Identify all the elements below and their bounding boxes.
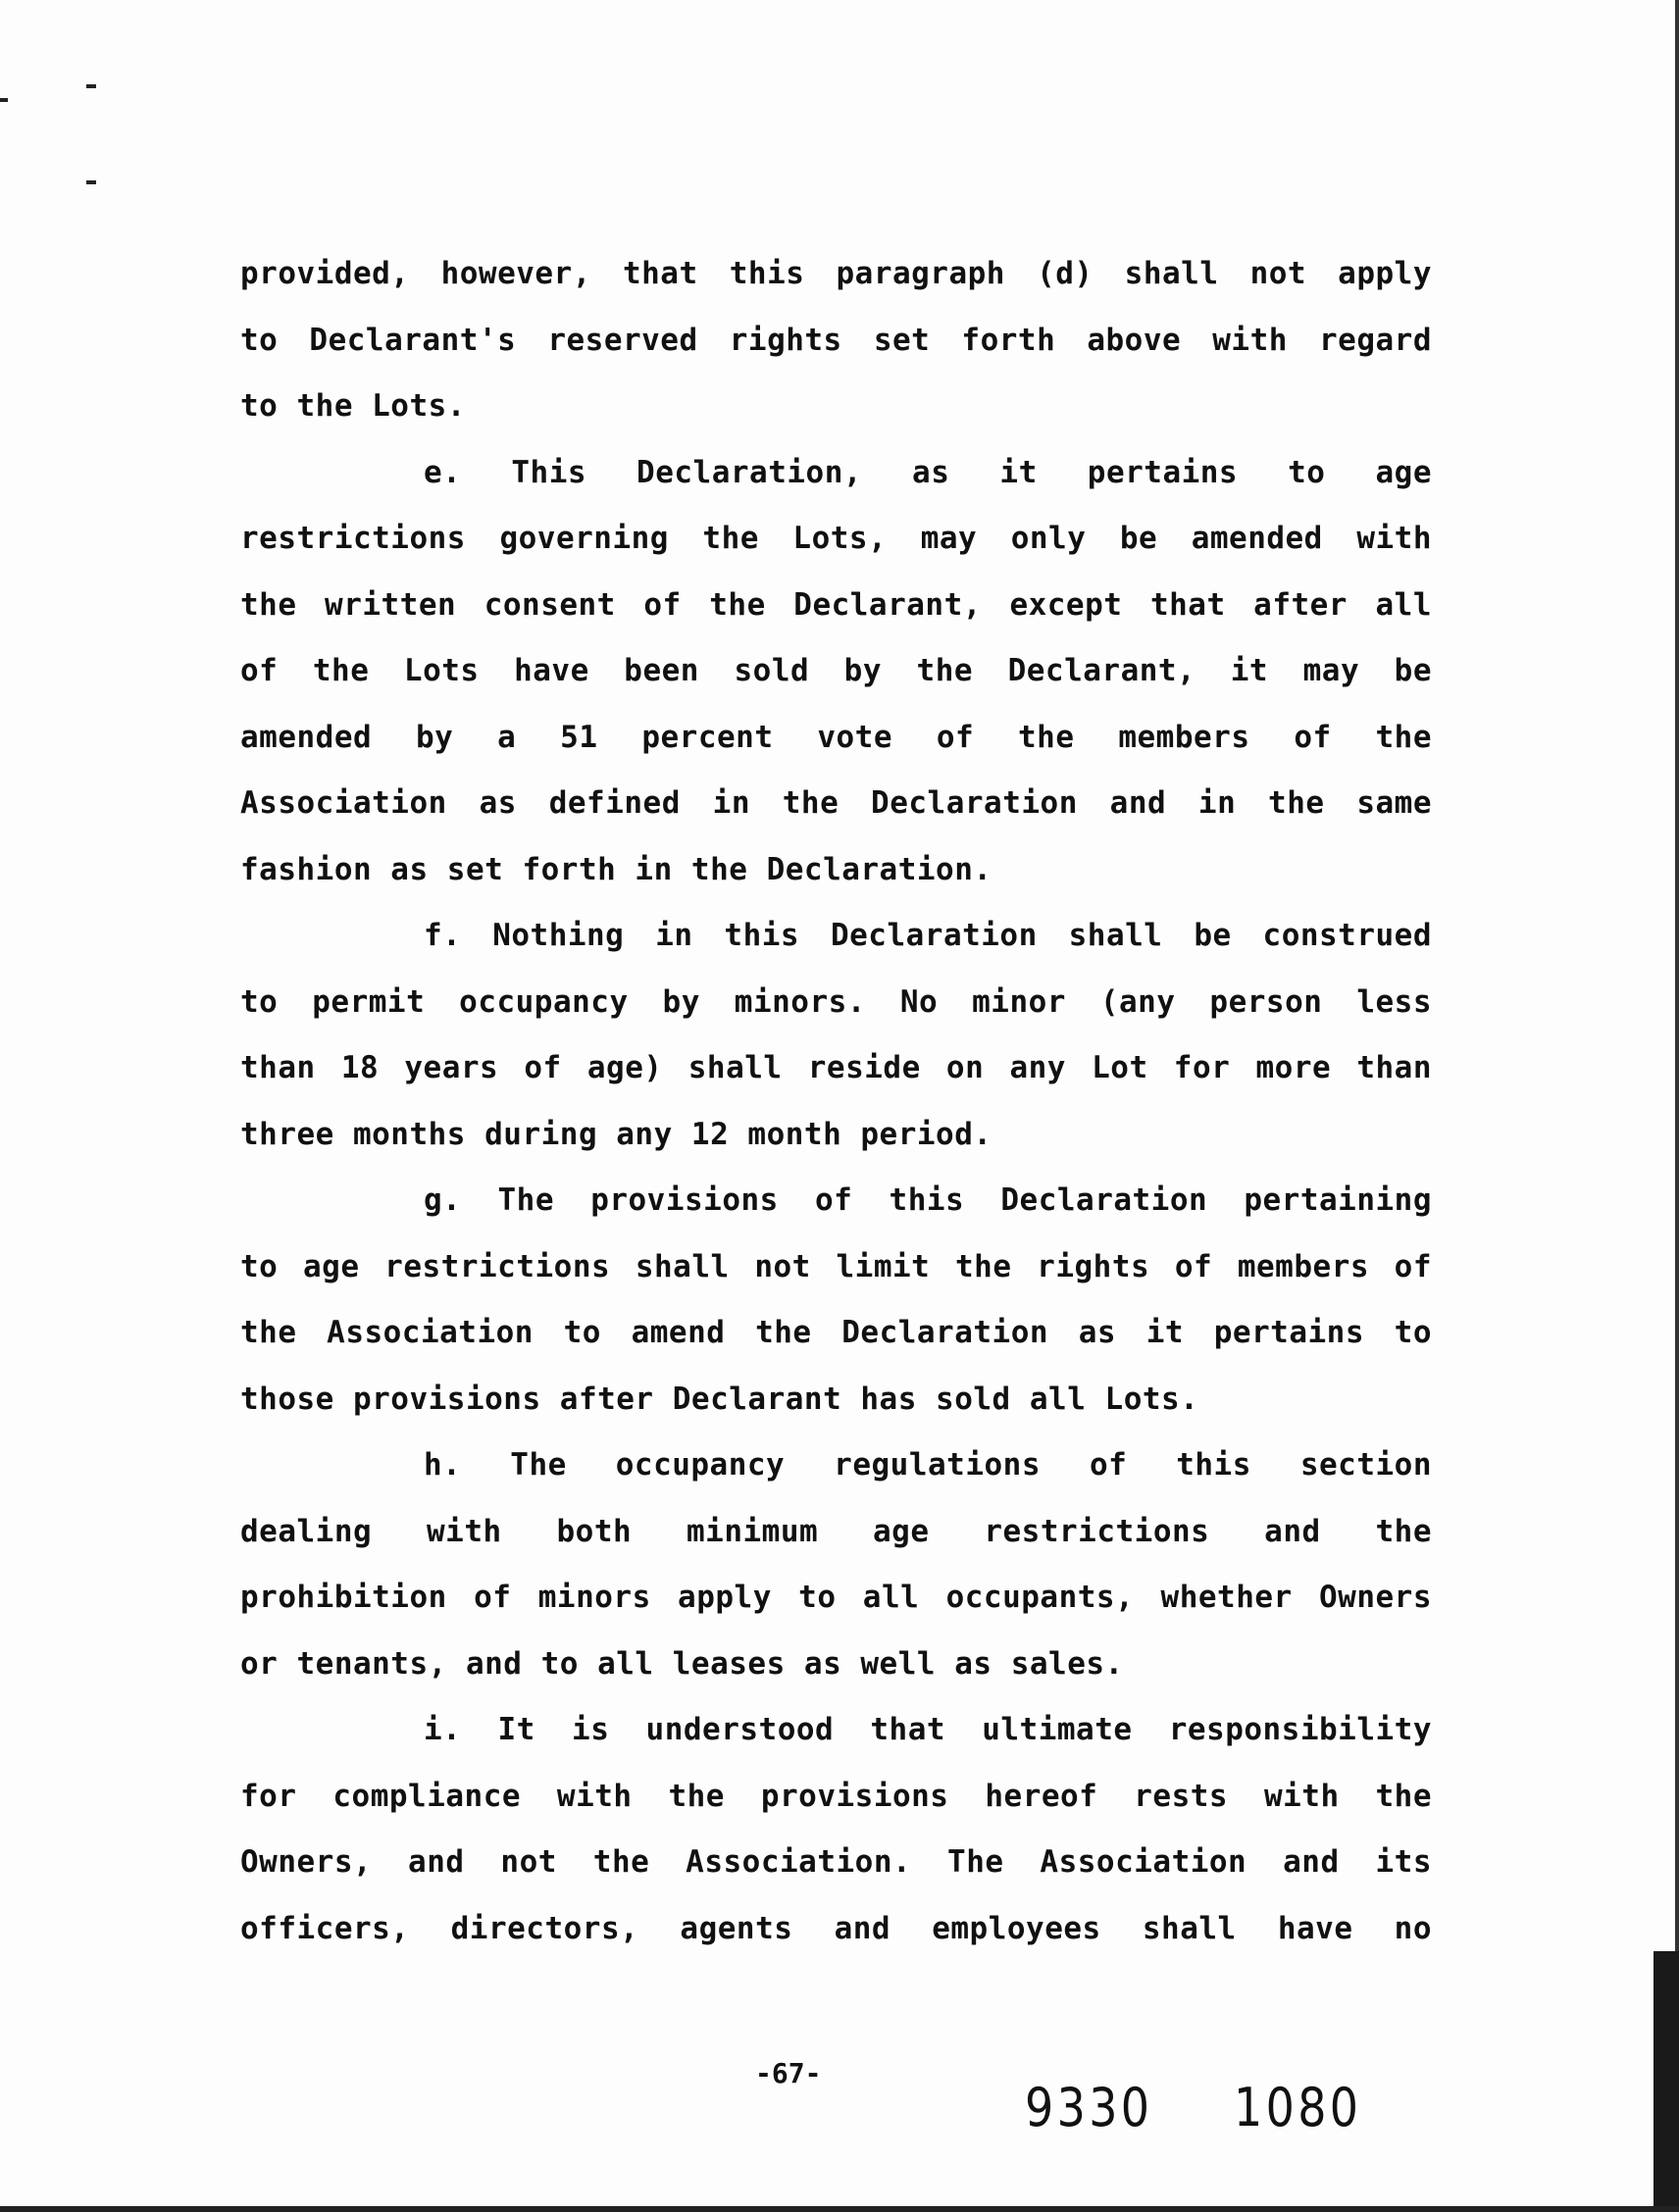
scan-edge-shadow <box>1654 1951 1679 2212</box>
scan-edge-right <box>1675 0 1679 1951</box>
text-line: Association as defined in the Declaration and in the same <box>240 785 1432 821</box>
text-line: the Association to amend the Declaration as it pertains to <box>240 1315 1432 1350</box>
text-line: restrictions governing the Lots, may only be amended with <box>240 521 1432 556</box>
text-line: to the Lots. <box>240 388 466 424</box>
text-line: to Declarant's reserved rights set forth above with regard <box>240 322 1432 358</box>
text-line: than 18 years of age) shall reside on any Lot for more than <box>240 1050 1432 1085</box>
text-line: e. This Declaration, as it pertains to age <box>424 454 1432 490</box>
text-line: i. It is understood that ultimate responsibility <box>424 1712 1432 1747</box>
text-line: to age restrictions shall not limit the rights of members of <box>240 1248 1432 1284</box>
text-line: three months during any 12 month period. <box>240 1116 992 1152</box>
text-line: the written consent of the Declarant, except that after all <box>240 586 1432 623</box>
text-line: provided, however, that this paragraph (d) shall not apply <box>240 256 1432 291</box>
text-line: f. Nothing in this Declaration shall be construed <box>424 918 1432 953</box>
page-number: -67- <box>755 2057 822 2089</box>
text-line: Owners, and not the Association. The Association and its <box>240 1844 1432 1880</box>
scan-edge-bottom <box>0 2206 1679 2212</box>
text-line: dealing with both minimum age restrictions and the <box>240 1513 1432 1549</box>
text-line: h. The occupancy regulations of this section <box>424 1447 1432 1483</box>
text-line: g. The provisions of this Declaration pertaining <box>424 1182 1432 1218</box>
text-line: officers, directors, agents and employees shall have no <box>240 1910 1432 1946</box>
text-line: for compliance with the provisions hereof rests with the <box>240 1778 1432 1814</box>
stamp-number-left: 9330 <box>1025 2077 1153 2138</box>
text-line: prohibition of minors apply to all occupants, whether Owners <box>240 1580 1432 1615</box>
text-line: amended by a 51 percent vote of the members of the <box>240 719 1432 755</box>
text-line: to permit occupancy by minors. No minor (any person less <box>240 983 1432 1020</box>
scan-mark <box>86 180 96 184</box>
scan-mark <box>0 98 8 102</box>
text-line: or tenants, and to all leases as well as sales. <box>240 1645 1124 1682</box>
scan-mark <box>86 84 96 88</box>
document-body <box>240 241 1432 1962</box>
stamp-number-right: 1080 <box>1234 2077 1362 2138</box>
text-line: of the Lots have been sold by the Declarant, it may be <box>240 653 1432 688</box>
text-line: fashion as set forth in the Declaration. <box>240 851 992 887</box>
text-line: those provisions after Declarant has sold all Lots. <box>240 1381 1199 1417</box>
